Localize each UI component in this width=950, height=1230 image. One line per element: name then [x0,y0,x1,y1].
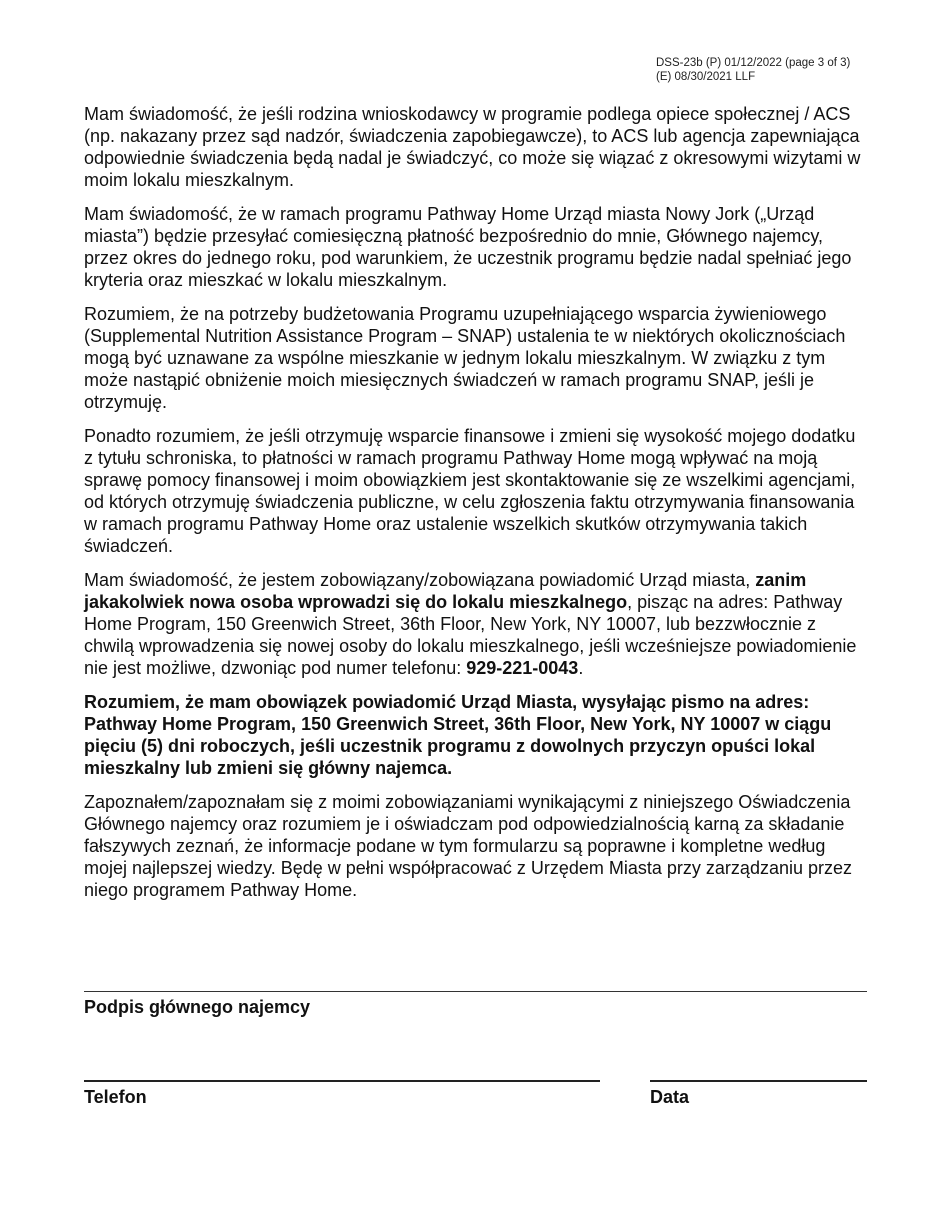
paragraph-financial-assistance: Ponadto rozumiem, że jeśli otrzymuję wsparcie finansowe i zmieni się wysokość mojego dodatku z tytułu schroniska, to płatności w ramach programu Pathway Home mogą wpływać na moją sprawę pomocy finansowej i moim obowiązkiem jest skontaktowanie się ze wszelkimi agencjami, od których otrzymuję świadczenia publiczne, w celu zgłoszenia faktu otrzymywania finansowania w ramach programu Pathway Home oraz ustalenie wszelkich skutków otrzymywania takich świadczeń. [84,426,856,556]
form-id-line-1: DSS-23b (P) 01/12/2022 (page 3 of 3) [656,57,851,69]
phone-line[interactable] [84,1080,600,1082]
notice-text-address: , pisząc na adres: Pathway Home Program, 150 Greenwich Street, 36th Floor, New York, NY 10007, lub bezzwłocznie z chwilą wprowadzenia się nowej osoby do lokalu mieszkalnego, jeśli wcześniejsze powiadomienie nie jest możliwe, dzwoniąc pod numer telefonu: [84,592,857,678]
paragraph-snap-budgeting: Rozumiem, że na potrzeby budżetowania Programu uzupełniającego wsparcia żywieniowego (Supplemental Nutrition Assistance Program – SNAP) ustalenia te w niektórych okolicznościach mogą być uznawane za wspólne mieszkanie w jednym lokalu mieszkalnym. W związku z tym może nastąpić obniżenie moich miesięcznych świadczeń w ramach programu SNAP, jeśli je otrzymuję. [84,304,846,412]
form-id-line-2: (E) 08/30/2021 LLF [656,71,756,83]
statement-body [84,103,868,913]
paragraph-attestation: Zapoznałem/zapoznałam się z moimi zobowiązaniami wynikającymi z niniejszego Oświadczenia Głównego najemcy oraz rozumiem je i oświadczam pod odpowiedzialnością karną za składanie fałszywych zeznań, że informacje podane w tym formularzu są poprawne i kompletne według mojej najlepszej wiedzy. Będę w pełni współpracować z Urzędem Miasta przy zarządzaniu przez niego programem Pathway Home. [84,792,852,900]
tenant-signature-label: Podpis głównego najemcy [84,997,311,1017]
paragraph-departure-notice: Rozumiem, że mam obowiązek powiadomić Urząd Miasta, wysyłając pismo na adres: Pathway Home Program, 150 Greenwich Street, 36th Floor, New York, NY 10007 w ciągu pięciu (5) dni roboczych, jeśli uczestnik programu z dowolnych przyczyn opuści lokal mieszkalny lub zmieni się główny najemca. [84,692,832,778]
paragraph-monthly-payment: Mam świadomość, że w ramach programu Pathway Home Urząd miasta Nowy Jork („Urząd miasta”) będzie przesyłać comiesięczną płatność bezpośrednio do mnie, Głównego najemcy, przez okres do jednego roku, pod warunkiem, że uczestnik programu będzie nadal spełniać jego kryteria oraz mieszkać w lokalu mieszkalnym. [84,204,852,290]
date-label: Data [650,1087,690,1107]
paragraph-acs-supervision: Mam świadomość, że jeśli rodzina wnioskodawcy w programie podlega opiece społecznej / ACS (np. nakazany przez sąd nadzór, świadczenia zapobiegawcze), to ACS lub agencja zapewniająca odpowiednie świadczenia będą nadal je świadczyć, co może się wiązać z okresowymi wizytami w moim lokalu mieszkalnym. [84,104,861,190]
notice-text-start: Mam świadomość, że jestem zobowiązany/zobowiązana powiadomić Urząd miasta, [84,570,756,590]
tenant-signature-line[interactable] [84,991,867,992]
notice-text-end: . [578,658,584,678]
date-line[interactable] [650,1080,867,1082]
notice-phone-number: 929-221-0043 [466,658,579,678]
paragraph-new-occupant-notice [84,569,868,679]
notice-bold-condition: zanim jakakolwiek nowa osoba wprowadzi się do lokalu mieszkalnego [84,570,807,612]
phone-label: Telefon [84,1087,147,1107]
form-identifier [656,56,850,84]
